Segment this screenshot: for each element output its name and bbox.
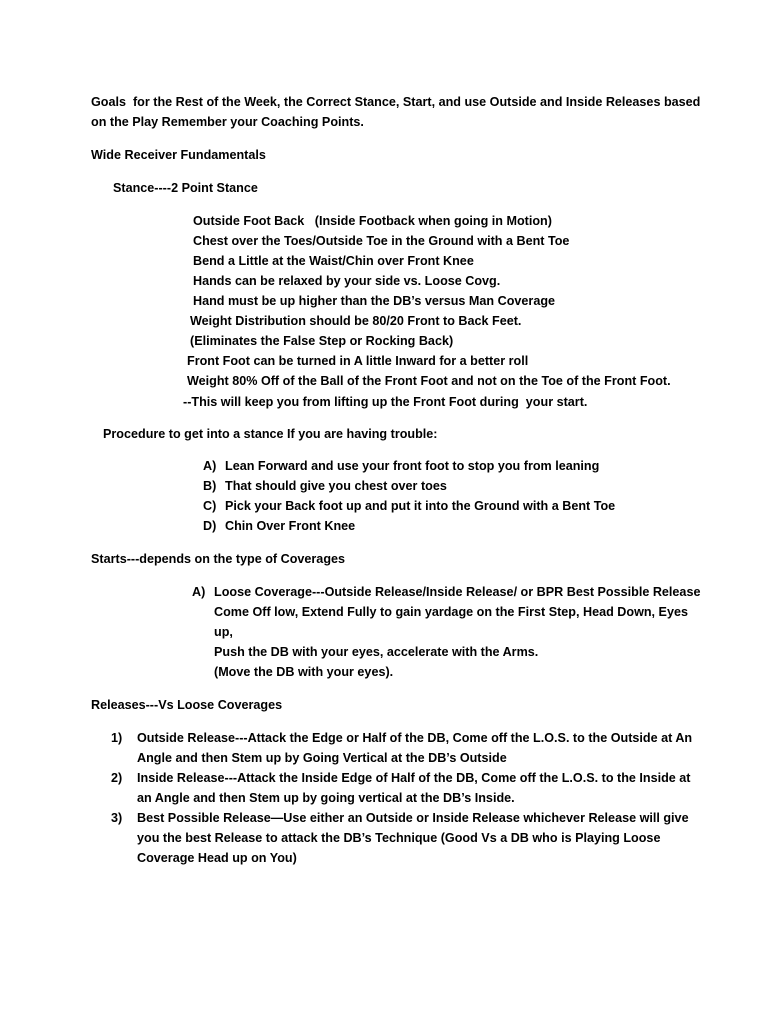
starts-item-line: Come Off low, Extend Fully to gain yardage on the First Step, Head Down, Eyes (214, 605, 688, 619)
procedure-heading: Procedure to get into a stance If you are having trouble: (103, 427, 438, 441)
list-marker: A) (192, 585, 206, 599)
release-item-line: Best Possible Release—Use either an Outside or Inside Release whichever Release will give (137, 811, 689, 825)
stance-point: Bend a Little at the Waist/Chin over Front Knee (193, 254, 474, 268)
list-marker: 2) (111, 771, 123, 785)
procedure-item (203, 496, 615, 516)
stance-point: Chest over the Toes/Outside Toe in the Ground with a Bent Toe (193, 234, 570, 248)
list-marker: D) (203, 519, 217, 533)
starts-item-line: (Move the DB with your eyes). (214, 665, 394, 679)
starts-item-line: Push the DB with your eyes, accelerate with the Arms. (214, 645, 539, 659)
procedure-item (203, 456, 599, 476)
stance-point: Hands can be relaxed by your side vs. Loose Covg. (193, 274, 501, 288)
starts-item (192, 582, 700, 602)
list-marker: 3) (111, 811, 123, 825)
release-item (111, 808, 689, 828)
starts-heading: Starts---depends on the type of Coverages (91, 552, 346, 566)
list-marker: C) (203, 499, 217, 513)
release-item-line: Inside Release---Attack the Inside Edge of Half of the DB, Come off the L.O.S. to the Inside at (137, 771, 691, 785)
procedure-item-text: Pick your Back foot up and put it into the Ground with a Bent Toe (225, 499, 616, 513)
procedure-item-text: Lean Forward and use your front foot to stop you from leaning (225, 459, 600, 473)
release-item (111, 728, 692, 748)
list-marker: A) (203, 459, 217, 473)
stance-point: Outside Foot Back (Inside Footback when going in Motion) (193, 214, 552, 228)
procedure-item (203, 476, 447, 496)
release-item (111, 768, 691, 788)
starts-item-line: up, (214, 625, 233, 639)
procedure-item (203, 516, 355, 536)
stance-point: Weight Distribution should be 80/20 Front to Back Feet. (190, 314, 522, 328)
procedure-item-text: Chin Over Front Knee (225, 519, 356, 533)
stance-point: Weight 80% Off of the Ball of the Front Foot and not on the Toe of the Front Foot. (187, 374, 671, 388)
stance-point: (Eliminates the False Step or Rocking Back) (190, 334, 454, 348)
releases-heading: Releases---Vs Loose Coverages (91, 698, 283, 712)
release-item-line: Angle and then Stem up by Going Vertical at the DB’s Outside (137, 751, 507, 765)
release-item-line: you the best Release to attack the DB’s Technique (Good Vs a DB who is Playing Loose (137, 831, 661, 845)
starts-item-line: Loose Coverage---Outside Release/Inside Release/ or BPR Best Possible Release (214, 585, 701, 599)
stance-heading: Stance----2 Point Stance (113, 181, 258, 195)
stance-point: Front Foot can be turned in A little Inward for a better roll (187, 354, 529, 368)
intro-line-2: on the Play Remember your Coaching Points. (91, 115, 364, 129)
stance-point: Hand must be up higher than the DB’s versus Man Coverage (193, 294, 556, 308)
release-item-line: an Angle and then Stem up by going vertical at the DB’s Inside. (137, 791, 515, 805)
intro-line-1: Goals for the Rest of the Week, the Correct Stance, Start, and use Outside and Inside Releases based (91, 95, 701, 109)
list-marker: 1) (111, 731, 123, 745)
stance-point: --This will keep you from lifting up the Front Foot during your start. (183, 395, 588, 409)
list-marker: B) (203, 479, 217, 493)
section-title: Wide Receiver Fundamentals (91, 148, 266, 162)
procedure-item-text: That should give you chest over toes (225, 479, 447, 493)
release-item-line: Outside Release---Attack the Edge or Half of the DB, Come off the L.O.S. to the Outside at An (137, 731, 693, 745)
release-item-line: Coverage Head up on You) (137, 851, 297, 865)
